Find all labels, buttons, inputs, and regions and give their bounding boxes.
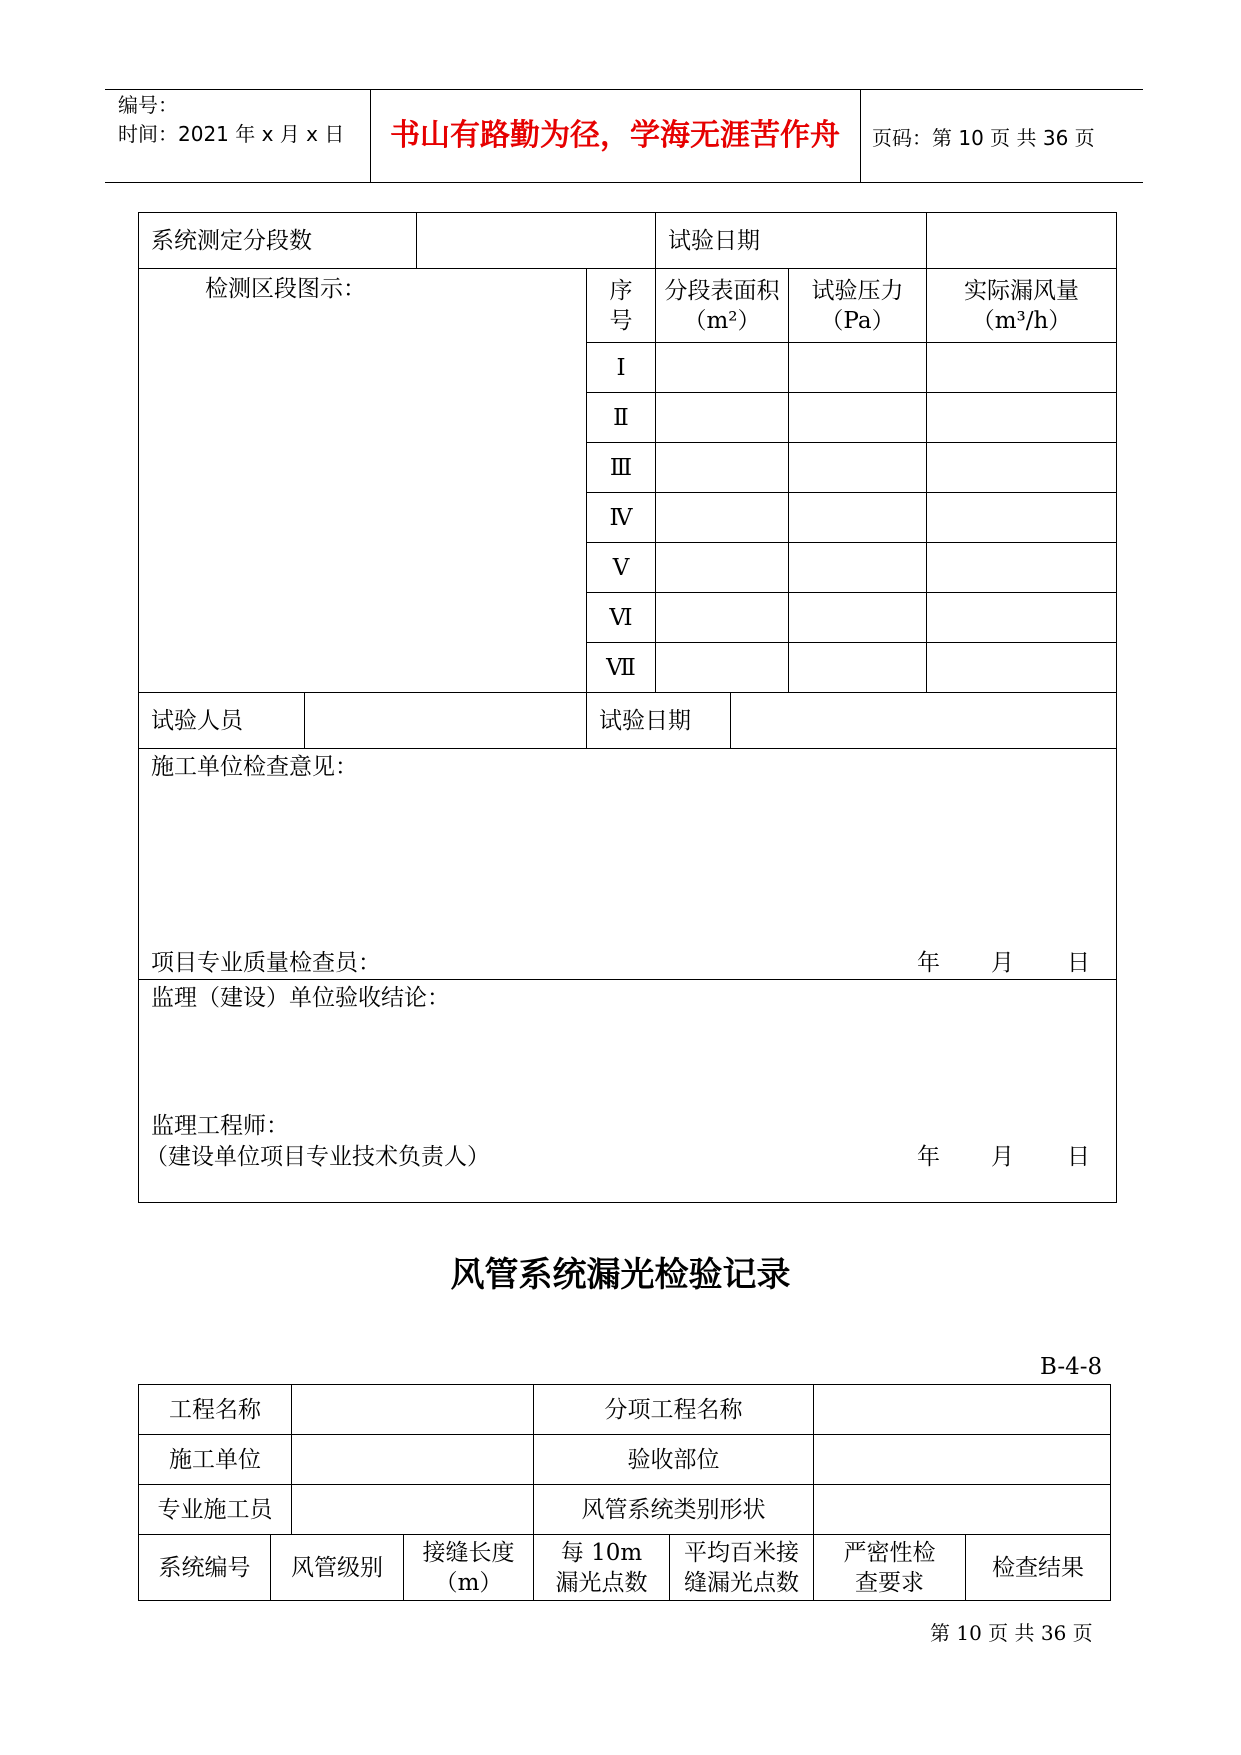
diagram-label: 检测区段图示： [205,276,366,302]
pressure-cell[interactable] [789,443,927,493]
header-motto: 书山有路勤为径，学海无涯苦作舟 [390,118,840,153]
area-cell[interactable] [656,343,789,393]
col-tightness: 严密性检 查要求 [814,1535,966,1601]
leak-cell[interactable] [927,493,1117,543]
row-number: Ⅲ [587,443,656,493]
col-leak-header: 实际漏风量 （m³/h） [927,269,1117,343]
contractor-label: 施工单位 [139,1435,292,1485]
leakage-test-table [138,212,1117,1203]
worker-value[interactable] [292,1485,534,1535]
header-time: 时间：2021 年 x 月 x 日 [118,122,345,146]
row-number: Ⅵ [587,593,656,643]
header-bottom-rule [105,182,1143,183]
col-seq-header: 序 号 [587,269,656,343]
col-area-header: 分段表面积 （m²） [656,269,789,343]
owner-rep-label: （建设单位项目专业技术负责人） [145,1144,490,1170]
worker-label: 专业施工员 [139,1485,292,1535]
section-title: 风管系统漏光检验记录 [450,1255,791,1295]
pressure-cell[interactable] [789,393,927,443]
project-name-label: 工程名称 [139,1385,292,1435]
pressure-cell[interactable] [789,593,927,643]
acceptance-part-label: 验收部位 [534,1435,814,1485]
supervisor-engineer-label: 监理工程师： [151,1113,289,1139]
duct-type-label: 风管系统类别形状 [534,1485,814,1535]
quality-inspector-label: 项目专业质量检查员： [151,950,381,976]
leak-cell[interactable] [927,643,1117,693]
contractor-value[interactable] [292,1435,534,1485]
sign-day: 日 [1067,1144,1090,1170]
col-duct-class: 风管级别 [271,1535,404,1601]
area-cell[interactable] [656,543,789,593]
serial-number-label: 编号： [118,93,178,117]
duct-type-value[interactable] [814,1485,1111,1535]
pressure-cell[interactable] [789,493,927,543]
sign-month: 月 [991,950,1014,976]
col-per-10m: 每 10m 漏光点数 [534,1535,670,1601]
pressure-cell[interactable] [789,343,927,393]
col-system-no: 系统编号 [139,1535,271,1601]
header-page-number: 页码：第 10 页 共 36 页 [872,126,1095,150]
leak-cell[interactable] [927,393,1117,443]
contractor-opinion-label: 施工单位检查意见： [151,754,358,780]
row-number: Ⅴ [587,543,656,593]
test-date-value[interactable] [927,213,1117,269]
pressure-cell[interactable] [789,643,927,693]
header-divider-right [860,89,861,182]
test-date-label-2: 试验日期 [587,693,731,749]
row-number: Ⅱ [587,393,656,443]
area-cell[interactable] [656,643,789,693]
segments-value[interactable] [417,213,656,269]
sign-day: 日 [1067,950,1090,976]
acceptance-part-value[interactable] [814,1435,1111,1485]
supervisor-conclusion-cell[interactable] [139,980,1117,1203]
row-number: Ⅳ [587,493,656,543]
col-avg-100m: 平均百米接 缝漏光点数 [670,1535,814,1601]
area-cell[interactable] [656,393,789,443]
tester-label: 试验人员 [139,693,305,749]
test-date-value-2[interactable] [731,693,1117,749]
leak-cell[interactable] [927,593,1117,643]
col-seam-length: 接缝长度 （m） [404,1535,534,1601]
sub-project-value[interactable] [814,1385,1111,1435]
sub-project-label: 分项工程名称 [534,1385,814,1435]
test-date-label: 试验日期 [656,213,927,269]
leak-cell[interactable] [927,343,1117,393]
area-cell[interactable] [656,443,789,493]
sign-year: 年 [917,950,940,976]
diagram-area[interactable] [139,269,587,693]
pressure-cell[interactable] [789,543,927,593]
light-leak-table [138,1384,1111,1601]
header-top-rule [105,89,1143,90]
row-number: Ⅰ [587,343,656,393]
contractor-opinion-cell[interactable] [139,749,1117,980]
area-cell[interactable] [656,493,789,543]
leak-cell[interactable] [927,543,1117,593]
sign-year: 年 [917,1144,940,1170]
footer-page-number: 第 10 页 共 36 页 [930,1621,1093,1645]
leak-cell[interactable] [927,443,1117,493]
area-cell[interactable] [656,593,789,643]
tester-value[interactable] [305,693,587,749]
row-number: Ⅶ [587,643,656,693]
project-name-value[interactable] [292,1385,534,1435]
supervisor-conclusion-label: 监理（建设）单位验收结论： [151,985,450,1011]
form-code: B-4-8 [1040,1354,1103,1380]
segments-label: 系统测定分段数 [139,213,417,269]
col-result: 检查结果 [966,1535,1111,1601]
col-pressure-header: 试验压力 （Pa） [789,269,927,343]
sign-month: 月 [991,1144,1014,1170]
